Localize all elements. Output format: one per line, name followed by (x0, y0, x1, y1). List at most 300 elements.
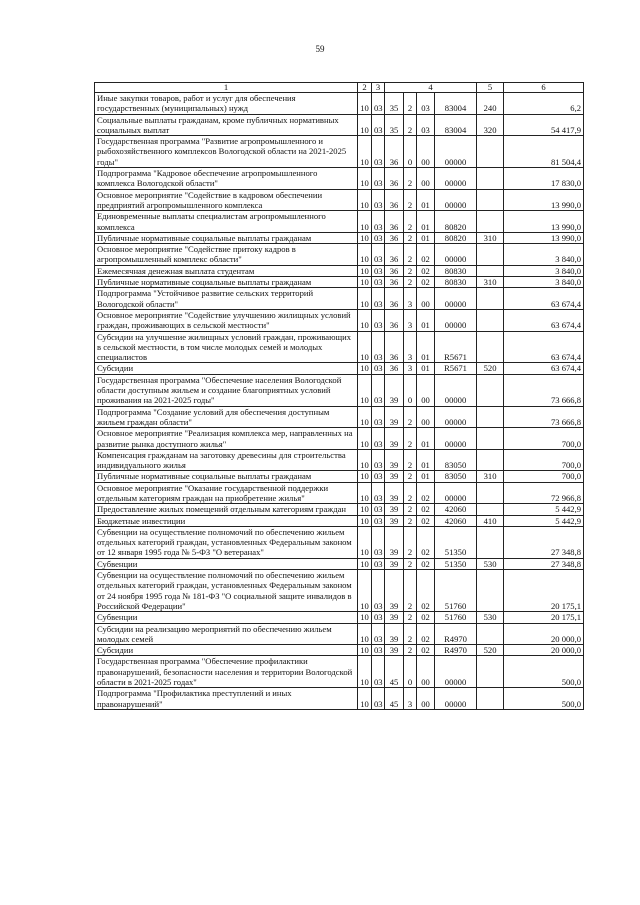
header-cell: 3 (372, 83, 385, 93)
subprogram-code-cell: 2 (404, 482, 417, 504)
table-row (95, 570, 584, 612)
section-code-cell: 10 (358, 515, 372, 526)
activity-code-cell: 02 (417, 623, 435, 645)
expense-type-cell: 310 (477, 471, 504, 482)
amount-cell: 54 417,9 (504, 114, 584, 136)
expense-type-cell (477, 570, 504, 612)
table-row (95, 428, 584, 450)
direction-code-cell: 83050 (435, 449, 477, 471)
program-code-cell: 35 (385, 114, 404, 136)
subsection-code-cell: 03 (372, 265, 385, 276)
program-code-cell: 36 (385, 189, 404, 211)
subsection-code-cell: 03 (372, 277, 385, 288)
subprogram-code-cell: 3 (404, 331, 417, 363)
table-row (95, 244, 584, 266)
subsection-code-cell: 03 (372, 363, 385, 374)
amount-cell: 27 348,8 (504, 558, 584, 569)
expense-type-cell (477, 331, 504, 363)
expense-type-cell (477, 623, 504, 645)
row-name-cell: Субсидии (95, 645, 358, 656)
section-code-cell: 10 (358, 623, 372, 645)
table-row (95, 471, 584, 482)
section-code-cell: 10 (358, 93, 372, 115)
row-name-cell: Публичные нормативные социальные выплаты гражданам (95, 232, 358, 243)
row-name-cell: Субсидии (95, 363, 358, 374)
amount-cell: 3 840,0 (504, 265, 584, 276)
program-code-cell: 36 (385, 309, 404, 331)
expense-type-cell (477, 265, 504, 276)
subprogram-code-cell: 2 (404, 612, 417, 623)
section-code-cell: 10 (358, 374, 372, 406)
amount-cell: 5 442,9 (504, 504, 584, 515)
expense-type-cell: 320 (477, 114, 504, 136)
section-code-cell: 10 (358, 265, 372, 276)
expense-type-cell (477, 526, 504, 558)
direction-code-cell: 42060 (435, 504, 477, 515)
budget-table (94, 82, 584, 710)
direction-code-cell: 00000 (435, 288, 477, 310)
expense-type-cell: 310 (477, 232, 504, 243)
expense-type-cell (477, 244, 504, 266)
table-row (95, 482, 584, 504)
program-code-cell: 39 (385, 449, 404, 471)
activity-code-cell: 02 (417, 526, 435, 558)
program-code-cell: 39 (385, 515, 404, 526)
subsection-code-cell: 03 (372, 570, 385, 612)
direction-code-cell: 83004 (435, 93, 477, 115)
amount-cell: 700,0 (504, 471, 584, 482)
row-name-cell: Ежемесячная денежная выплата студентам (95, 265, 358, 276)
activity-code-cell: 00 (417, 688, 435, 710)
header-cell: 6 (504, 83, 584, 93)
subprogram-code-cell: 0 (404, 656, 417, 688)
row-name-cell: Субвенции (95, 558, 358, 569)
direction-code-cell: 00000 (435, 189, 477, 211)
subprogram-code-cell: 3 (404, 688, 417, 710)
amount-cell: 3 840,0 (504, 244, 584, 266)
direction-code-cell: 00000 (435, 406, 477, 428)
table-row (95, 93, 584, 115)
expense-type-cell: 520 (477, 645, 504, 656)
table-row (95, 168, 584, 190)
direction-code-cell: R5671 (435, 331, 477, 363)
amount-cell: 13 990,0 (504, 232, 584, 243)
expense-type-cell (477, 374, 504, 406)
program-code-cell: 36 (385, 211, 404, 233)
section-code-cell: 10 (358, 309, 372, 331)
direction-code-cell: 00000 (435, 656, 477, 688)
amount-cell: 63 674,4 (504, 363, 584, 374)
table-row (95, 449, 584, 471)
direction-code-cell: 00000 (435, 482, 477, 504)
header-cell: 4 (385, 83, 477, 93)
row-name-cell: Подпрограмма "Создание условий для обеспечения доступным жильем граждан области" (95, 406, 358, 428)
subsection-code-cell: 03 (372, 558, 385, 569)
subprogram-code-cell: 2 (404, 406, 417, 428)
row-name-cell: Государственная программа "Обеспечение населения Вологодской области доступным жильем и создание благоприятных условий проживания на 2021-2025 годы" (95, 374, 358, 406)
row-name-cell: Подпрограмма "Профилактика преступлений и иных правонарушений" (95, 688, 358, 710)
row-name-cell: Подпрограмма "Кадровое обеспечение агропромышленного комплекса Вологодской области" (95, 168, 358, 190)
activity-code-cell: 01 (417, 449, 435, 471)
amount-cell: 20 175,1 (504, 612, 584, 623)
row-name-cell: Иные закупки товаров, работ и услуг для обеспечения государственных (муниципальных) нужд (95, 93, 358, 115)
program-code-cell: 39 (385, 623, 404, 645)
subprogram-code-cell: 2 (404, 515, 417, 526)
amount-cell: 63 674,4 (504, 309, 584, 331)
amount-cell: 63 674,4 (504, 288, 584, 310)
activity-code-cell: 01 (417, 189, 435, 211)
activity-code-cell: 01 (417, 471, 435, 482)
amount-cell: 500,0 (504, 656, 584, 688)
subprogram-code-cell: 3 (404, 363, 417, 374)
section-code-cell: 10 (358, 168, 372, 190)
row-name-cell: Основное мероприятие "Оказание государственной поддержки отдельным категориям граждан на приобретение жилья" (95, 482, 358, 504)
table-row (95, 558, 584, 569)
program-code-cell: 36 (385, 168, 404, 190)
amount-cell: 27 348,8 (504, 526, 584, 558)
table-row (95, 406, 584, 428)
subprogram-code-cell: 2 (404, 265, 417, 276)
activity-code-cell: 02 (417, 277, 435, 288)
subprogram-code-cell: 0 (404, 374, 417, 406)
direction-code-cell: 80830 (435, 265, 477, 276)
amount-cell: 500,0 (504, 688, 584, 710)
direction-code-cell: 51350 (435, 526, 477, 558)
direction-code-cell: 00000 (435, 136, 477, 168)
program-code-cell: 36 (385, 136, 404, 168)
table-row (95, 612, 584, 623)
amount-cell: 3 840,0 (504, 277, 584, 288)
section-code-cell: 10 (358, 482, 372, 504)
activity-code-cell: 01 (417, 331, 435, 363)
activity-code-cell: 02 (417, 244, 435, 266)
expense-type-cell (477, 168, 504, 190)
direction-code-cell: 80830 (435, 277, 477, 288)
expense-type-cell: 240 (477, 93, 504, 115)
subprogram-code-cell: 2 (404, 526, 417, 558)
row-name-cell: Субсидии на реализацию мероприятий по обеспечению жильем молодых семей (95, 623, 358, 645)
subsection-code-cell: 03 (372, 428, 385, 450)
subprogram-code-cell: 2 (404, 232, 417, 243)
program-code-cell: 39 (385, 374, 404, 406)
header-cell: 1 (95, 83, 358, 93)
row-name-cell: Субвенции на осуществление полномочий по обеспечению жильем отдельных категорий граждан, установленных Федеральным законом от 12 января 1995 года № 5-ФЗ "О ветеранах" (95, 526, 358, 558)
subsection-code-cell: 03 (372, 136, 385, 168)
program-code-cell: 36 (385, 244, 404, 266)
table-row (95, 656, 584, 688)
subprogram-code-cell: 2 (404, 623, 417, 645)
subprogram-code-cell: 2 (404, 645, 417, 656)
subsection-code-cell: 03 (372, 288, 385, 310)
row-name-cell: Бюджетные инвестиции (95, 515, 358, 526)
amount-cell: 700,0 (504, 449, 584, 471)
section-code-cell: 10 (358, 136, 372, 168)
amount-cell: 81 504,4 (504, 136, 584, 168)
subsection-code-cell: 03 (372, 232, 385, 243)
expense-type-cell (477, 211, 504, 233)
row-name-cell: Основное мероприятие "Содействие в кадровом обеспечении предприятий агропромышленного комплекса (95, 189, 358, 211)
table-row (95, 515, 584, 526)
activity-code-cell: 02 (417, 645, 435, 656)
amount-cell: 72 966,8 (504, 482, 584, 504)
expense-type-cell (477, 428, 504, 450)
row-name-cell: Публичные нормативные социальные выплаты гражданам (95, 277, 358, 288)
direction-code-cell: 83004 (435, 114, 477, 136)
expense-type-cell (477, 656, 504, 688)
row-name-cell: Основное мероприятие "Реализация комплекса мер, направленных на развитие рынка доступного жилья" (95, 428, 358, 450)
activity-code-cell: 02 (417, 265, 435, 276)
direction-code-cell: 80820 (435, 211, 477, 233)
program-code-cell: 39 (385, 526, 404, 558)
section-code-cell: 10 (358, 688, 372, 710)
expense-type-cell: 520 (477, 363, 504, 374)
subprogram-code-cell: 2 (404, 277, 417, 288)
program-code-cell: 36 (385, 265, 404, 276)
row-name-cell: Государственная программа "Обеспечение профилактики правонарушений, безопасности населения и территории Вологодской области в 2021-2025 годах" (95, 656, 358, 688)
activity-code-cell: 01 (417, 232, 435, 243)
subsection-code-cell: 03 (372, 623, 385, 645)
activity-code-cell: 00 (417, 656, 435, 688)
section-code-cell: 10 (358, 645, 372, 656)
table-row (95, 114, 584, 136)
row-name-cell: Основное мероприятие "Содействие улучшению жилищных условий граждан, проживающих в сельской местности" (95, 309, 358, 331)
activity-code-cell: 00 (417, 406, 435, 428)
subsection-code-cell: 03 (372, 504, 385, 515)
direction-code-cell: R4970 (435, 623, 477, 645)
subprogram-code-cell: 2 (404, 189, 417, 211)
activity-code-cell: 01 (417, 428, 435, 450)
program-code-cell: 45 (385, 656, 404, 688)
table-row (95, 265, 584, 276)
row-name-cell: Субвенции на осуществление полномочий по обеспечению жильем отдельных категорий граждан, установленных Федеральным законом от 24 ноября 1995 года № 181-ФЗ "О социальной защите инвалидов в Российской Федерации" (95, 570, 358, 612)
subsection-code-cell: 03 (372, 526, 385, 558)
subprogram-code-cell: 2 (404, 428, 417, 450)
activity-code-cell: 02 (417, 482, 435, 504)
table-row (95, 136, 584, 168)
subsection-code-cell: 03 (372, 309, 385, 331)
program-code-cell: 39 (385, 471, 404, 482)
subsection-code-cell: 03 (372, 515, 385, 526)
row-name-cell: Субвенции (95, 612, 358, 623)
table-row (95, 211, 584, 233)
direction-code-cell: 51350 (435, 558, 477, 569)
direction-code-cell: 00000 (435, 374, 477, 406)
table-row (95, 374, 584, 406)
amount-cell: 13 990,0 (504, 211, 584, 233)
row-name-cell: Компенсация гражданам на заготовку древесины для строительства индивидуального жилья (95, 449, 358, 471)
subsection-code-cell: 03 (372, 189, 385, 211)
subprogram-code-cell: 2 (404, 570, 417, 612)
table-row (95, 526, 584, 558)
activity-code-cell: 02 (417, 570, 435, 612)
row-name-cell: Подпрограмма "Устойчивое развитие сельских территорий Вологодской области" (95, 288, 358, 310)
expense-type-cell (477, 688, 504, 710)
subsection-code-cell: 03 (372, 482, 385, 504)
amount-cell: 73 666,8 (504, 374, 584, 406)
direction-code-cell: 51760 (435, 570, 477, 612)
row-name-cell: Социальные выплаты гражданам, кроме публичных нормативных социальных выплат (95, 114, 358, 136)
subsection-code-cell: 03 (372, 211, 385, 233)
subsection-code-cell: 03 (372, 406, 385, 428)
subprogram-code-cell: 2 (404, 504, 417, 515)
subprogram-code-cell: 2 (404, 168, 417, 190)
amount-cell: 20 000,0 (504, 623, 584, 645)
activity-code-cell: 02 (417, 612, 435, 623)
activity-code-cell: 01 (417, 363, 435, 374)
table-row (95, 504, 584, 515)
program-code-cell: 45 (385, 688, 404, 710)
subprogram-code-cell: 2 (404, 449, 417, 471)
program-code-cell: 39 (385, 558, 404, 569)
program-code-cell: 36 (385, 363, 404, 374)
section-code-cell: 10 (358, 558, 372, 569)
program-code-cell: 39 (385, 482, 404, 504)
subprogram-code-cell: 2 (404, 93, 417, 115)
section-code-cell: 10 (358, 428, 372, 450)
expense-type-cell: 410 (477, 515, 504, 526)
direction-code-cell: 00000 (435, 688, 477, 710)
amount-cell: 73 666,8 (504, 406, 584, 428)
row-name-cell: Публичные нормативные социальные выплаты гражданам (95, 471, 358, 482)
program-code-cell: 36 (385, 232, 404, 243)
row-name-cell: Основное мероприятие "Содействие притоку кадров в агропромышленный комплекс области" (95, 244, 358, 266)
section-code-cell: 10 (358, 114, 372, 136)
amount-cell: 13 990,0 (504, 189, 584, 211)
direction-code-cell: 00000 (435, 244, 477, 266)
header-cell: 5 (477, 83, 504, 93)
direction-code-cell: R4970 (435, 645, 477, 656)
section-code-cell: 10 (358, 526, 372, 558)
subsection-code-cell: 03 (372, 114, 385, 136)
subsection-code-cell: 03 (372, 449, 385, 471)
section-code-cell: 10 (358, 570, 372, 612)
activity-code-cell: 02 (417, 515, 435, 526)
expense-type-cell (477, 309, 504, 331)
amount-cell: 5 442,9 (504, 515, 584, 526)
direction-code-cell: 00000 (435, 428, 477, 450)
section-code-cell: 10 (358, 612, 372, 623)
subsection-code-cell: 03 (372, 244, 385, 266)
subsection-code-cell: 03 (372, 645, 385, 656)
direction-code-cell: 00000 (435, 168, 477, 190)
subprogram-code-cell: 2 (404, 211, 417, 233)
program-code-cell: 39 (385, 428, 404, 450)
table-header-row (95, 83, 584, 93)
section-code-cell: 10 (358, 471, 372, 482)
amount-cell: 700,0 (504, 428, 584, 450)
section-code-cell: 10 (358, 363, 372, 374)
subprogram-code-cell: 3 (404, 288, 417, 310)
table-row (95, 623, 584, 645)
activity-code-cell: 03 (417, 93, 435, 115)
activity-code-cell: 01 (417, 309, 435, 331)
row-name-cell: Субсидии на улучшение жилищных условий граждан, проживающих в сельской местности, в том числе молодых семей и молодых специалистов (95, 331, 358, 363)
program-code-cell: 36 (385, 277, 404, 288)
subsection-code-cell: 03 (372, 688, 385, 710)
subsection-code-cell: 03 (372, 93, 385, 115)
section-code-cell: 10 (358, 449, 372, 471)
program-code-cell: 39 (385, 570, 404, 612)
activity-code-cell: 02 (417, 558, 435, 569)
direction-code-cell: 51760 (435, 612, 477, 623)
amount-cell: 6,2 (504, 93, 584, 115)
table-row (95, 309, 584, 331)
expense-type-cell (477, 189, 504, 211)
section-code-cell: 10 (358, 232, 372, 243)
header-cell: 2 (358, 83, 372, 93)
expense-type-cell (477, 406, 504, 428)
expense-type-cell: 530 (477, 558, 504, 569)
section-code-cell: 10 (358, 189, 372, 211)
expense-type-cell: 530 (477, 612, 504, 623)
table-row (95, 232, 584, 243)
section-code-cell: 10 (358, 406, 372, 428)
table-row (95, 363, 584, 374)
table-row (95, 331, 584, 363)
expense-type-cell (477, 288, 504, 310)
subprogram-code-cell: 2 (404, 244, 417, 266)
direction-code-cell: 83050 (435, 471, 477, 482)
subprogram-code-cell: 0 (404, 136, 417, 168)
expense-type-cell (477, 482, 504, 504)
subsection-code-cell: 03 (372, 612, 385, 623)
table-row (95, 288, 584, 310)
direction-code-cell: 80820 (435, 232, 477, 243)
row-name-cell: Единовременные выплаты специалистам агропромышленного комплекса (95, 211, 358, 233)
table-row (95, 189, 584, 211)
activity-code-cell: 01 (417, 211, 435, 233)
subprogram-code-cell: 2 (404, 471, 417, 482)
activity-code-cell: 03 (417, 114, 435, 136)
section-code-cell: 10 (358, 277, 372, 288)
expense-type-cell: 310 (477, 277, 504, 288)
direction-code-cell: 00000 (435, 309, 477, 331)
program-code-cell: 36 (385, 288, 404, 310)
section-code-cell: 10 (358, 211, 372, 233)
activity-code-cell: 00 (417, 374, 435, 406)
expense-type-cell (477, 504, 504, 515)
direction-code-cell: R5671 (435, 363, 477, 374)
section-code-cell: 10 (358, 331, 372, 363)
program-code-cell: 35 (385, 93, 404, 115)
subsection-code-cell: 03 (372, 656, 385, 688)
subsection-code-cell: 03 (372, 374, 385, 406)
expense-type-cell (477, 449, 504, 471)
activity-code-cell: 00 (417, 136, 435, 168)
program-code-cell: 39 (385, 406, 404, 428)
subprogram-code-cell: 3 (404, 309, 417, 331)
page-number: 59 (315, 44, 325, 54)
direction-code-cell: 42060 (435, 515, 477, 526)
amount-cell: 20 000,0 (504, 645, 584, 656)
table-row (95, 688, 584, 710)
subsection-code-cell: 03 (372, 331, 385, 363)
amount-cell: 63 674,4 (504, 331, 584, 363)
amount-cell: 17 830,0 (504, 168, 584, 190)
amount-cell: 20 175,1 (504, 570, 584, 612)
program-code-cell: 36 (385, 331, 404, 363)
expense-type-cell (477, 136, 504, 168)
section-code-cell: 10 (358, 656, 372, 688)
row-name-cell: Предоставление жилых помещений отдельным категориям граждан (95, 504, 358, 515)
subprogram-code-cell: 2 (404, 114, 417, 136)
section-code-cell: 10 (358, 504, 372, 515)
section-code-cell: 10 (358, 288, 372, 310)
subsection-code-cell: 03 (372, 168, 385, 190)
program-code-cell: 39 (385, 504, 404, 515)
program-code-cell: 39 (385, 612, 404, 623)
activity-code-cell: 00 (417, 288, 435, 310)
